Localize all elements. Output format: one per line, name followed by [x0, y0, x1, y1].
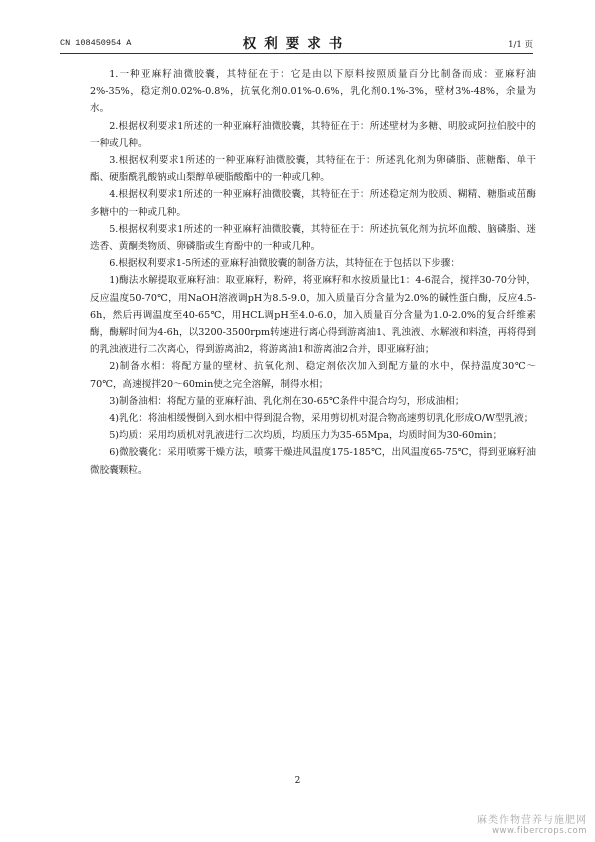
- method-step: 6)微胶囊化：采用喷雾干燥方法，喷雾干燥进风温度175-185℃，出风温度65-75℃，得到亚麻籽油微胶囊颗粒。: [90, 447, 536, 476]
- site-watermark: [477, 811, 587, 836]
- method-step: 2)制备水相：将配方量的壁材、抗氧化剂、稳定剂依次加入到配方量的水中，保持温度30℃～70℃，高速搅拌20～60min使之完全溶解，制得水相；: [90, 361, 536, 390]
- watermark-url: www.fibercrops.com: [492, 826, 587, 836]
- page-number: 2: [294, 776, 301, 786]
- method-step: 5)均质：采用均质机对乳液进行二次均质，均质压力为35-65Mpa，均质时间为30-60min；: [109, 430, 503, 442]
- claim-paragraph: 4.根据权利要求1所述的一种亚麻籽油微胶囊，其特征在于：所述稳定剂为胶质、糊精、糖脂或茁酶多糖中的一种或几种。: [90, 189, 536, 218]
- method-step: 4)乳化：将油相缓慢倒入到水相中得到混合物，采用剪切机对混合物高速剪切乳化形成O/W型乳液；: [109, 413, 534, 425]
- claim-paragraph: 6.根据权利要求1-5所述的亚麻籽油微胶囊的制备方法，其特征在于包括以下步骤：: [109, 258, 460, 270]
- watermark-site-name: 麻类作物营养与施肥网: [477, 815, 587, 826]
- header-divider: [60, 53, 533, 54]
- claims-body: [90, 66, 536, 479]
- claim-paragraph: 5.根据权利要求1所述的一种亚麻籽油微胶囊，其特征在于：所述抗氧化剂为抗坏血酸、脑磷脂、迷迭香、黄酮类物质、卵磷脂或生育酚中的一种或几种。: [90, 223, 536, 253]
- method-step: 3)制备油相：将配方量的亚麻籽油、乳化剂在30-65℃条件中混合均匀，形成油相；: [109, 395, 465, 407]
- claim-paragraph: 3.根据权利要求1所述的一种亚麻籽油微胶囊，其特征在于：所述乳化剂为卵磷脂、蔗糖酯、单干酯、硬脂酰乳酸钠或山梨醇单硬脂酸酯中的一种或几种。: [90, 155, 536, 184]
- page-indicator: 1/1 页: [508, 40, 533, 50]
- claim-paragraph: 1.一种亚麻籽油微胶囊，其特征在于：它是由以下原料按照质量百分比制备而成：亚麻籽油2%-35%，稳定剂0.02%-0.8%，抗氧化剂0.01%-0.6%，乳化剂0.1%-3%，壁材3%-48%，余量为水。: [90, 69, 536, 115]
- publication-number: CN 108450954 A: [60, 38, 132, 48]
- document-title: 权利要求书: [242, 36, 351, 52]
- page-header: [60, 30, 533, 52]
- claim-paragraph: 2.根据权利要求1所述的一种亚麻籽油微胶囊，其特征在于：所述壁材为多糖、明胶或阿拉伯胶中的一种或几种。: [90, 120, 536, 149]
- method-step: 1)酶法水解提取亚麻籽油：取亚麻籽，粉碎，将亚麻籽和水按质量比1：4-6混合，搅拌30-70分钟，反应温度50-70℃，用NaOH溶液调pH为8.5-9.0，加入质量百分含量为2.0%的碱性蛋白酶，反应4.5-6h，然后再调温度至40-65℃，用HCL调pH至4.0-6.0，加入质量百分含量为1.0-2.0%的复合纤维素酶，酶解时间为4-6h，以3200-3500rpm转速进行离心得到游离油1、乳浊液、水解液和料渣，再将得到的乳浊液进行二次离心，得到游离油2，将游离油1和游离油2合并，即亚麻籽油；: [90, 275, 536, 356]
